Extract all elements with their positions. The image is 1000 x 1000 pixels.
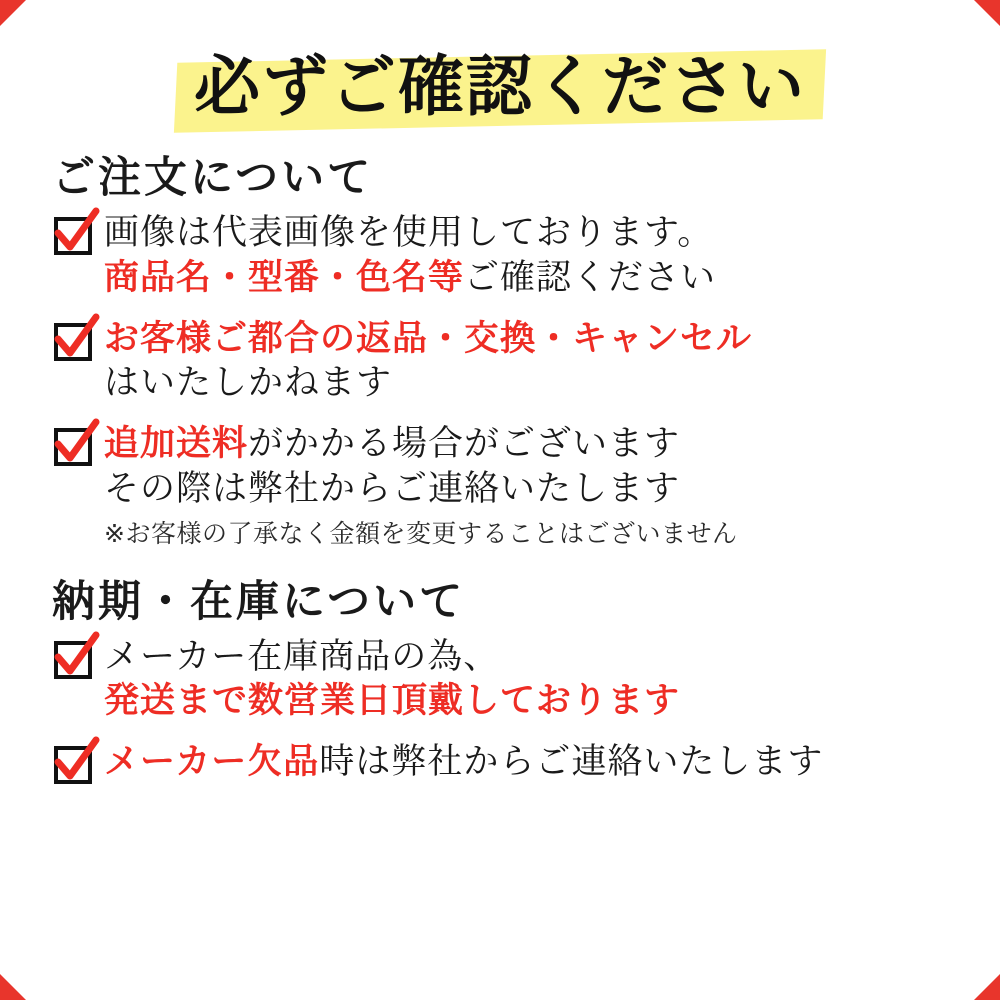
checkbox-checked-icon: [54, 746, 92, 784]
checkbox-checked-icon: [54, 217, 92, 255]
list-item-text: [104, 211, 960, 301]
list-item-text: [104, 422, 960, 550]
list-item: [54, 635, 960, 725]
section-title-delivery: 納期・在庫について: [52, 576, 466, 627]
list-item: [54, 422, 960, 550]
footnote: ※お客様の了承なく金額を変更することはございません: [104, 518, 738, 548]
line-text: メーカー在庫商品の為、: [104, 636, 500, 677]
list-item: [54, 211, 960, 301]
emphasis-red: 追加送料: [104, 424, 249, 465]
line-text: 画像は代表画像を使用しております。: [104, 212, 714, 253]
line-text-mixed: [104, 256, 960, 301]
line-text-plain: 時は弊社からご連絡いたします: [319, 742, 824, 783]
line-text: その際は弊社からご連絡いたします: [104, 468, 681, 509]
headline-banner: [40, 46, 960, 130]
checkbox-checked-icon: [54, 323, 92, 361]
line-text: 発送まで数営業日頂戴しております: [104, 681, 681, 722]
line-text-plain: ご確認ください: [464, 257, 717, 298]
line-text: はいたしかねます: [104, 363, 393, 404]
list-item: [54, 317, 960, 407]
line-text-mixed: [104, 422, 960, 467]
list-item-text: [104, 740, 960, 785]
headline-text: 必ずご確認ください: [194, 48, 806, 125]
line-text-plain: がかかる場合がございます: [248, 424, 681, 465]
headline: [176, 46, 824, 130]
section-title-orders: ご注文について: [52, 152, 374, 203]
checkbox-checked-icon: [54, 428, 92, 466]
emphasis-red: 商品名・型番・色名等: [104, 257, 465, 298]
checkbox-checked-icon: [54, 641, 92, 679]
line-text-mixed: [104, 740, 960, 785]
line-text: お客様ご都合の返品・交換・キャンセル: [104, 318, 753, 359]
list-item: [54, 740, 960, 785]
emphasis-red: メーカー欠品: [104, 742, 320, 783]
list-item-text: [104, 635, 960, 725]
list-item-text: [104, 317, 960, 407]
